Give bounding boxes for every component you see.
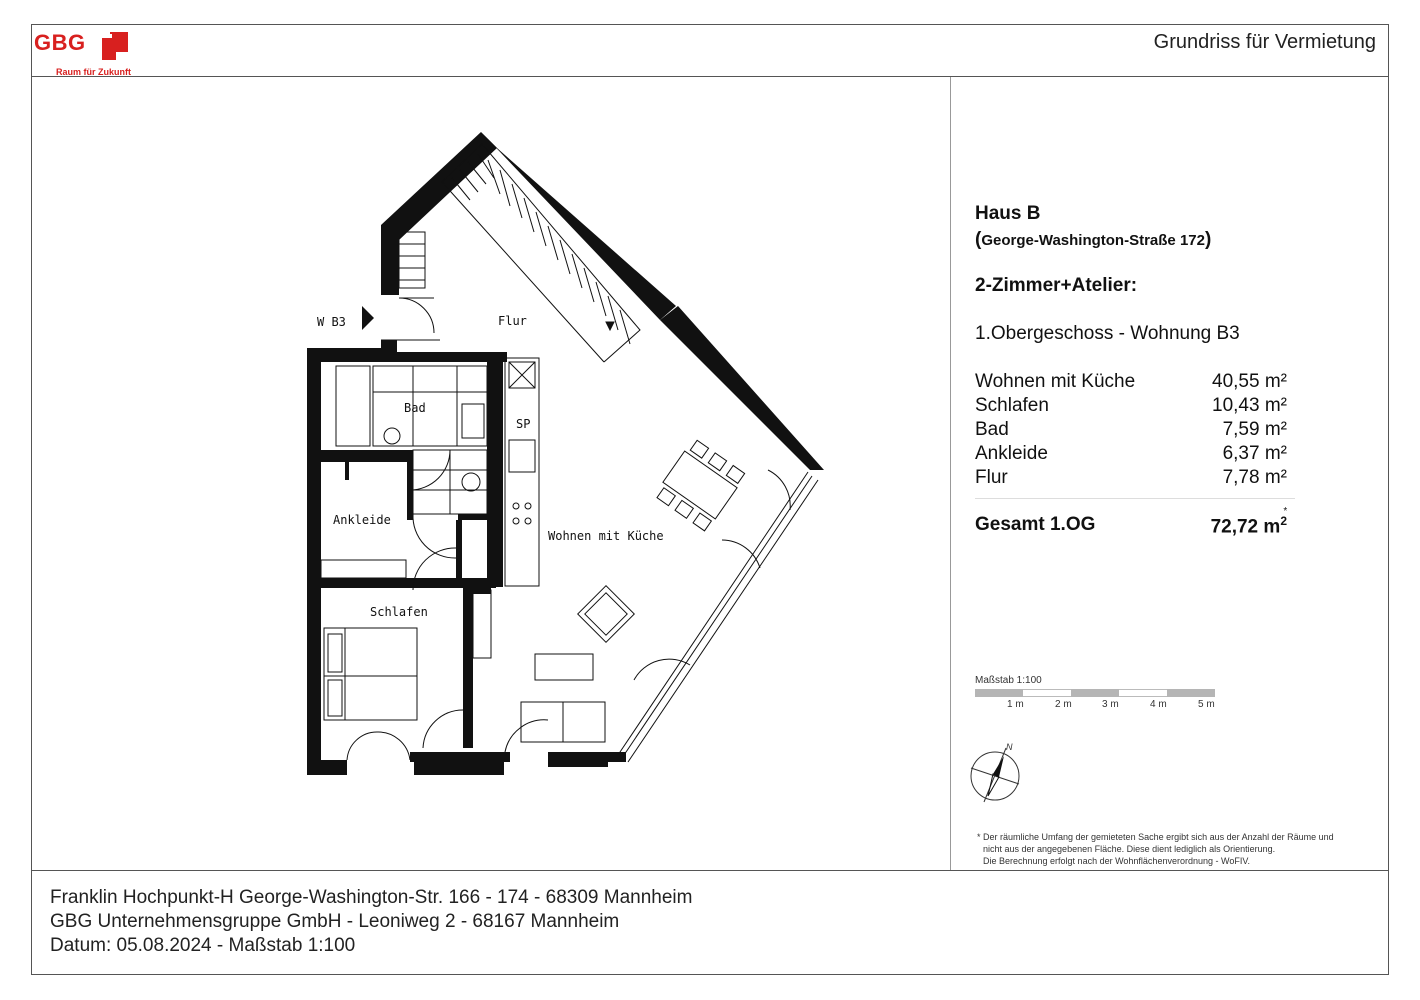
room-label-bad: Bad: [404, 401, 426, 415]
footer-line: Datum: 05.08.2024 - Maßstab 1:100: [50, 935, 356, 956]
room-label-schlafen: Schlafen: [370, 605, 428, 619]
scale-bar: [975, 689, 1215, 698]
footer-line: GBG Unternehmensgruppe GmbH - Leoniweg 2 - 68167 Mannheim: [50, 911, 620, 932]
compass-icon: [968, 740, 1028, 804]
area-divider: [975, 498, 1295, 499]
room-label-flur: Flur: [498, 314, 527, 328]
compass-north-label: N: [1006, 742, 1013, 752]
footer-line: Franklin Hochpunkt-H George-Washington-Str. 166 - 174 - 68309 Mannheim: [50, 887, 693, 908]
logo-text: GBG: [34, 30, 86, 55]
floor-plan: [290, 120, 850, 790]
entrance-arrow-icon: [362, 306, 374, 330]
room-area-list: [975, 370, 1287, 490]
total-label: Gesamt 1.OG: [975, 514, 1096, 535]
room-label-sp: SP: [516, 417, 531, 431]
header-divider: [31, 76, 1389, 77]
room-area-row: Ankleide 6,37 m²: [975, 443, 1287, 464]
room-area-row: Wohnen mit Küche 40,55 m²: [975, 371, 1287, 392]
room-label-wohnen: Wohnen mit Küche: [548, 529, 664, 543]
room-area-row: Flur 7,78 m²: [975, 467, 1287, 488]
total-area: [975, 506, 1288, 538]
document-title: Grundriss für Vermietung: [1153, 31, 1376, 53]
floor-info: 1.Obergeschoss - Wohnung B3: [975, 323, 1240, 344]
footer: [50, 886, 692, 958]
room-label-ankleide: Ankleide: [333, 513, 391, 527]
logo-tagline: Raum für Zukunft: [56, 67, 131, 77]
footnote: * Der räumliche Umfang der gemieteten Sache ergibt sich aus der Anzahl der Räume und nicht aus der angegebenen Fläche. Diese dient lediglich als Orientierung. Die Berechnung erfolgt nach der Wohnflächenverordnung - WoFIV.: [977, 832, 1334, 866]
logo-flag-icon: [100, 30, 130, 62]
total-value: 72,72 $m^{2 *}$: [1210, 506, 1288, 538]
entrance-label: W B3: [317, 315, 346, 329]
street-address: (George-Washington-Straße 172): [975, 229, 1212, 250]
room-area-row: Schlafen 10,43 m²: [975, 395, 1287, 416]
apartment-type: 2-Zimmer+Atelier:: [975, 275, 1138, 296]
panel-divider: [950, 77, 951, 870]
scale-ticks: 1 m 2 m 3 m 4 m 5 m: [1007, 699, 1215, 710]
footer-divider: [31, 870, 1389, 871]
scale-label: Maßstab 1:100: [975, 675, 1042, 686]
room-area-row: Bad 7,59 m²: [975, 419, 1287, 440]
house-title: Haus B: [975, 203, 1041, 224]
gbg-logo: [34, 30, 134, 78]
